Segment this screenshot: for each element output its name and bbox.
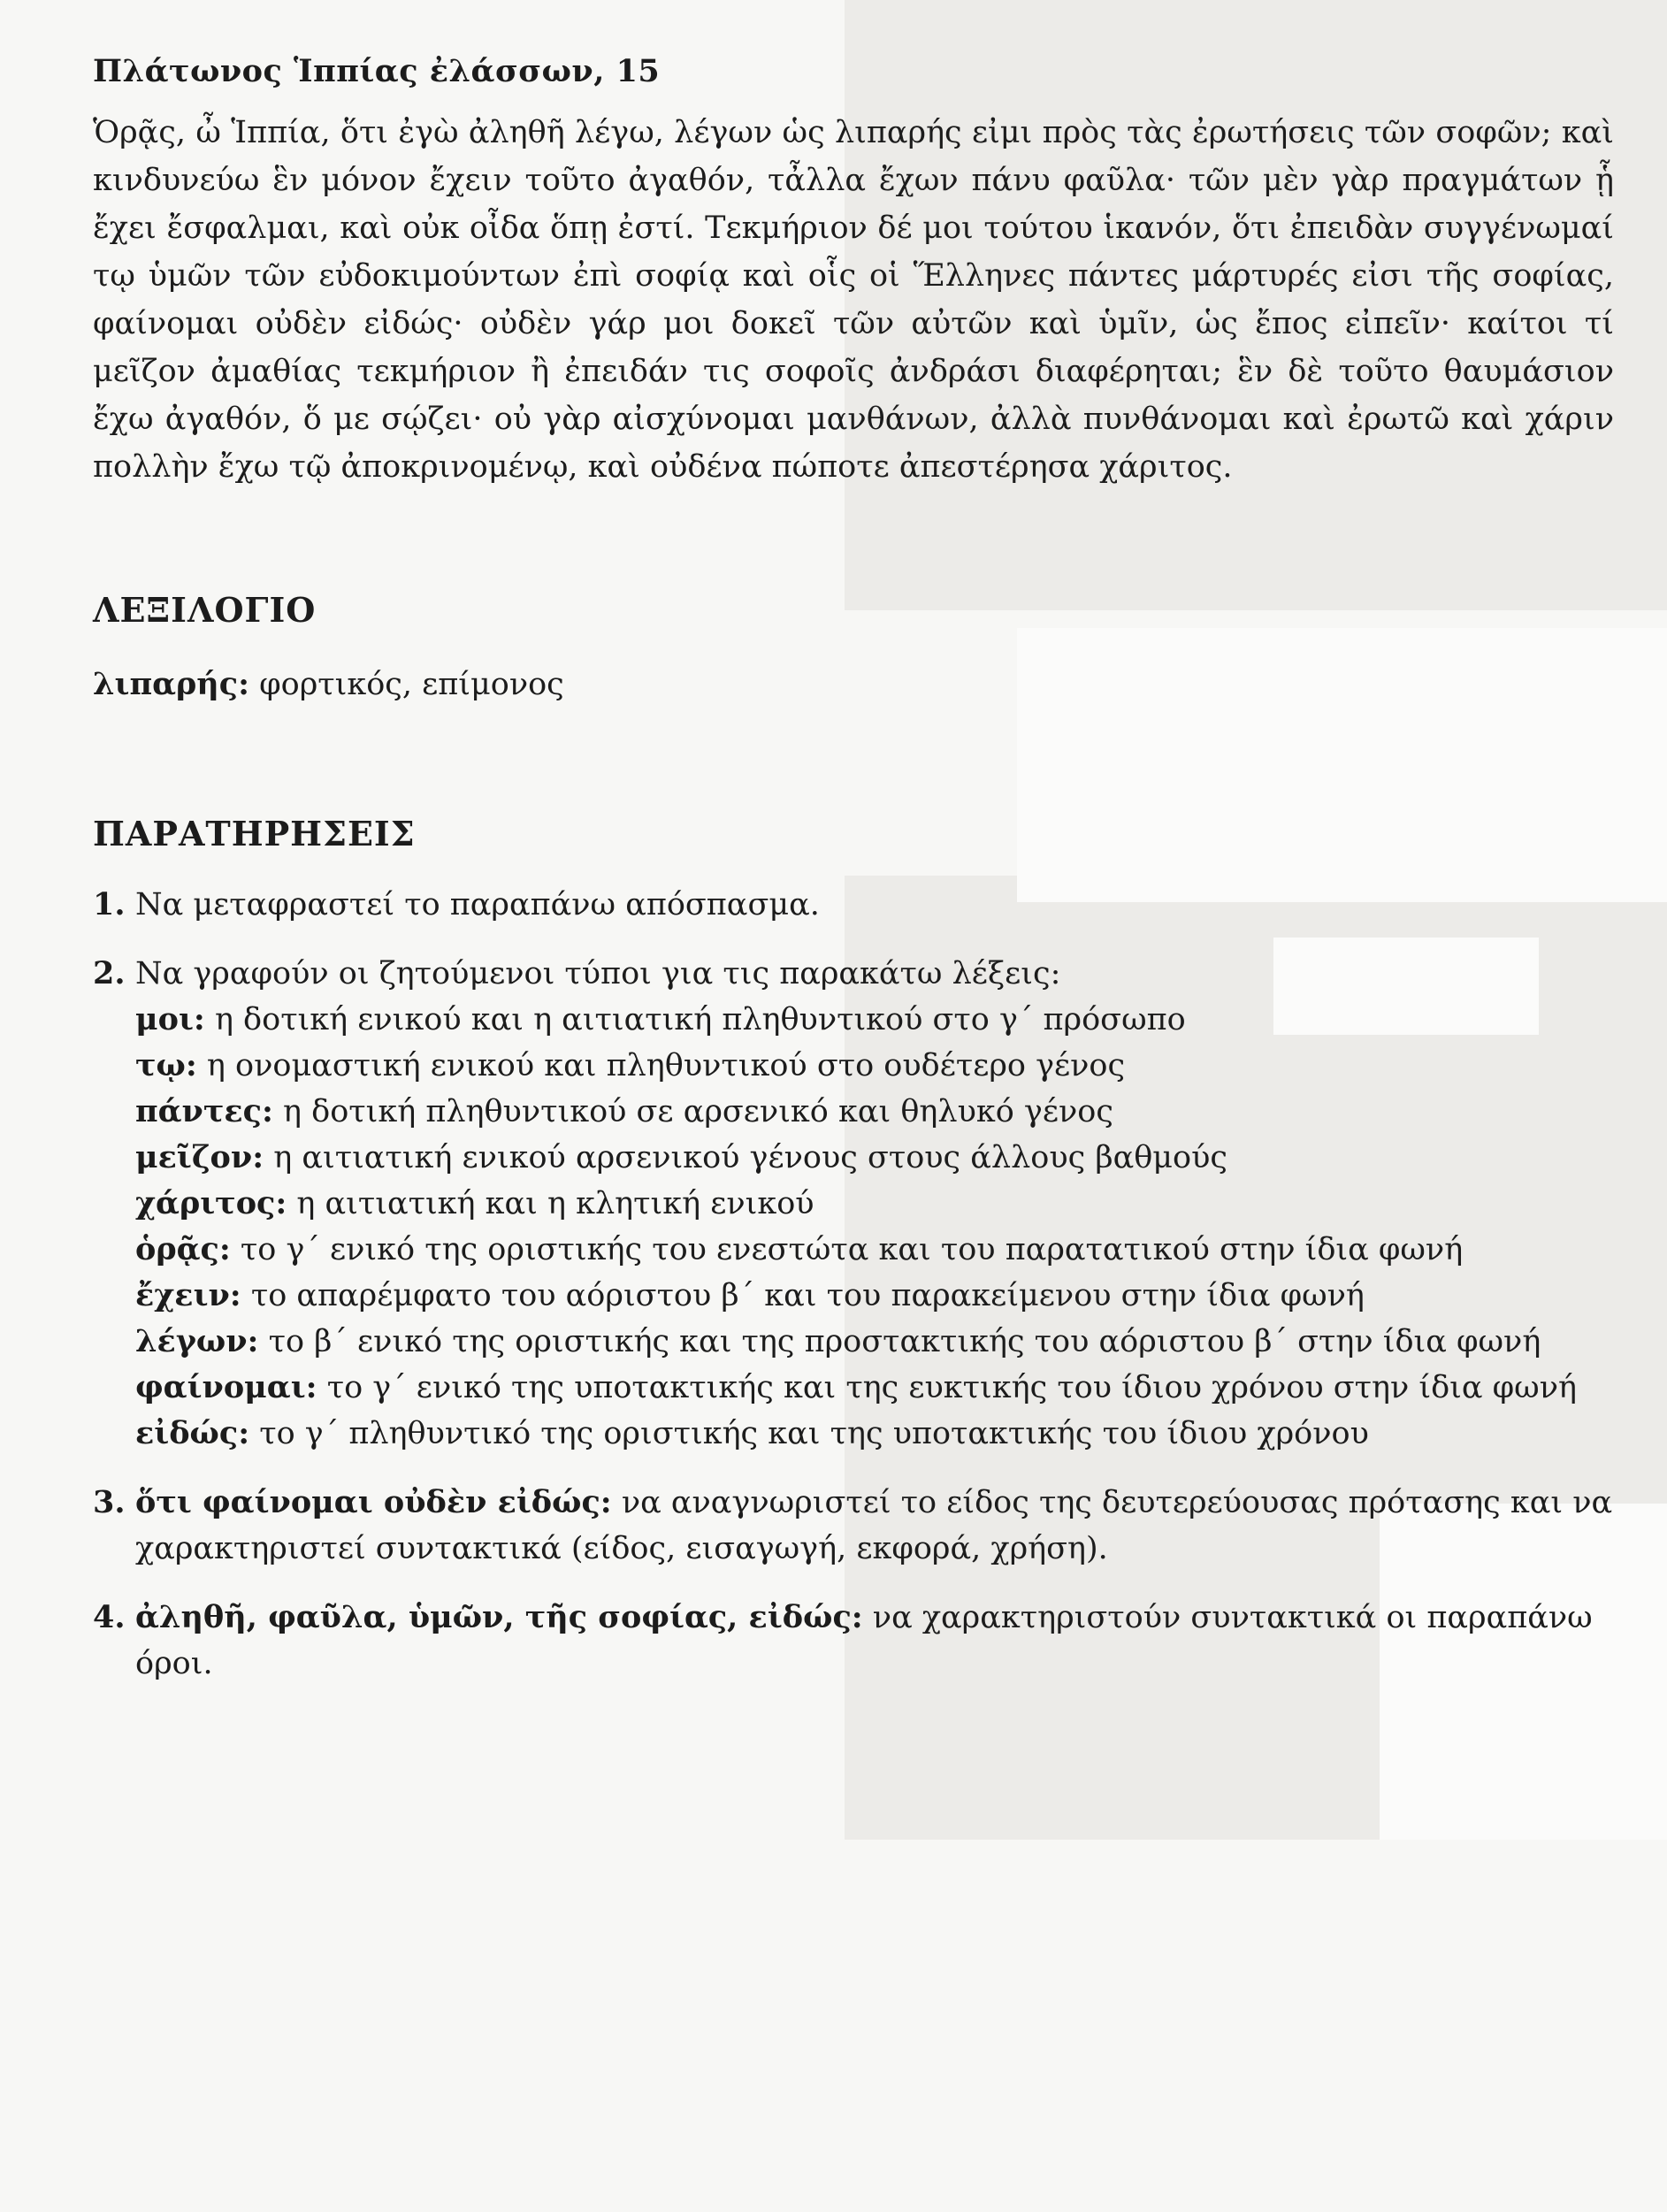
glossary-entry	[93, 662, 1614, 708]
note-number: 4.	[93, 1599, 126, 1635]
passage-text: Ὁρᾷς, ὦ Ἱππία, ὅτι ἐγὼ ἀληθῆ λέγω, λέγων ὡς λιπαρής εἰμι πρὸς τὰς ἐρωτήσεις τῶν σοφῶν; καὶ κινδυνεύω ἓν μόνον ἔχειν τοῦτο ἀγαθόν, τἆλλα ἔχων πάνυ φαῦλα· τῶν μὲν γὰρ πραγμάτων ᾗ ἔχει ἔσφαλμαι, καὶ οὐκ οἶδα ὅπῃ ἐστί. Τεκμήριον δέ μοι τούτου ἱκανόν, ὅτι ἐπειδὰν συγγένωμαί τῳ ὑμῶν τῶν εὐδοκιμούντων ἐπὶ σοφίᾳ καὶ οἷς οἱ Ἕλληνες πάντες μάρτυρές εἰσι τῆς σοφίας, φαίνομαι οὐδὲν εἰδώς· οὐδὲν γάρ μοι δοκεῖ τῶν αὐτῶν καὶ ὑμῖν, ὡς ἔπος εἰπεῖν· καίτοι τί μεῖζον ἀμαθίας τεκμήριον ἢ ἐπειδάν τις σοφοῖς ἀνδράσι διαφέρηται; ἓν δὲ τοῦτο θαυμάσιον ἔχω ἀγαθόν, ὅ με σῴζει· οὐ γὰρ αἰσχύνομαι μανθάνων, ἀλλὰ πυνθάνομαι καὶ ἐρωτῶ καὶ χάριν πολλὴν ἔχω τῷ ἀποκρινομένῳ, καὶ οὐδένα πώποτε ἀπεστέρησα χάριτος.	[93, 115, 1614, 485]
word-task: η ονομαστική ενικού και πληθυντικού στο ουδέτερο γένος	[196, 1048, 1126, 1083]
notes-heading: ΠΑΡΑΤΗΡΗΣΕΙΣ	[93, 814, 416, 853]
glossary-definition: φορτικός, επίμονος	[249, 667, 564, 702]
list-item	[135, 997, 1614, 1043]
note-3	[93, 1480, 1614, 1572]
list-item	[135, 1089, 1614, 1135]
word-task: η αιτιατική ενικού αρσενικού γένους στους άλλους βαθμούς	[264, 1140, 1227, 1175]
list-item	[135, 1181, 1614, 1227]
list-item	[135, 1273, 1614, 1319]
word-term: εἰδώς:	[135, 1415, 250, 1451]
word-forms-list	[135, 997, 1614, 1457]
note-1	[93, 882, 1614, 928]
word-term: ὁρᾷς:	[135, 1231, 231, 1267]
ancient-greek-passage	[93, 109, 1614, 491]
word-task: το γ΄ πληθυντικό της οριστικής και της υποτακτικής του ίδιου χρόνου	[249, 1416, 1369, 1451]
list-item	[135, 1135, 1614, 1181]
word-term: ἔχειν:	[135, 1277, 241, 1313]
note-number: 2.	[93, 955, 126, 991]
word-term: φαίνομαι:	[135, 1369, 317, 1405]
word-term: πάντες:	[135, 1093, 273, 1129]
list-item	[135, 1319, 1614, 1365]
list-item	[135, 1043, 1614, 1089]
note-number: 3.	[93, 1484, 126, 1520]
word-task: το γ΄ ενικό της υποτακτικής και της ευκτικής του ίδιου χρόνου στην ίδια φωνή	[317, 1370, 1577, 1405]
word-term: μεῖζον:	[135, 1139, 264, 1175]
word-term: μοι:	[135, 1001, 205, 1037]
list-item	[135, 1227, 1614, 1273]
note-text: να αναγνωριστεί το είδος της δευτερεύουσας πρότασης και να χαρακτηριστεί συντακτικά (είδος, εισαγωγή, εκφορά, χρήση).	[135, 1485, 1613, 1566]
word-task: το απαρέμφατο του αόριστου β΄ και του παρακείμενου στην ίδια φωνή	[241, 1278, 1365, 1313]
note-text: Να γραφούν οι ζητούμενοι τύποι για τις παρακάτω λέξεις:	[135, 956, 1061, 991]
word-term: λέγων:	[135, 1323, 259, 1359]
note-lead-phrase: ὅτι φαίνομαι οὐδὲν εἰδώς:	[135, 1484, 612, 1520]
word-task: η δοτική ενικού και η αιτιατική πληθυντικού στο γ΄ πρόσωπο	[204, 1002, 1186, 1037]
page-title: Πλάτωνος Ἱππίας ἐλάσσων, 15	[93, 53, 661, 89]
document-page	[93, 53, 1614, 1710]
note-4	[93, 1595, 1614, 1687]
note-text: Να μεταφραστεί το παραπάνω απόσπασμα.	[135, 887, 820, 922]
word-term: τῳ:	[135, 1047, 197, 1083]
word-task: η δοτική πληθυντικού σε αρσενικό και θηλυκό γένος	[272, 1094, 1113, 1129]
word-task: το β΄ ενικό της οριστικής και της προστακτικής του αόριστου β΄ στην ίδια φωνή	[258, 1324, 1541, 1359]
glossary-term: λιπαρής:	[93, 666, 249, 702]
list-item	[135, 1365, 1614, 1411]
list-item	[135, 1411, 1614, 1457]
glossary-heading: ΛΕΞΙΛΟΓΙΟ	[93, 590, 317, 630]
note-number: 1.	[93, 886, 126, 922]
note-lead-phrase: ἀληθῆ, φαῦλα, ὑμῶν, τῆς σοφίας, εἰδώς:	[135, 1599, 863, 1635]
word-term: χάριτος:	[135, 1185, 287, 1221]
word-task: το γ΄ ενικό της οριστικής του ενεστώτα και του παρατατικού στην ίδια φωνή	[230, 1232, 1464, 1267]
word-task: η αιτιατική και η κλητική ενικού	[287, 1186, 814, 1221]
note-2	[93, 951, 1614, 1457]
note-text: να χαρακτηριστούν συντακτικά οι παραπάνω όροι.	[135, 1600, 1593, 1681]
